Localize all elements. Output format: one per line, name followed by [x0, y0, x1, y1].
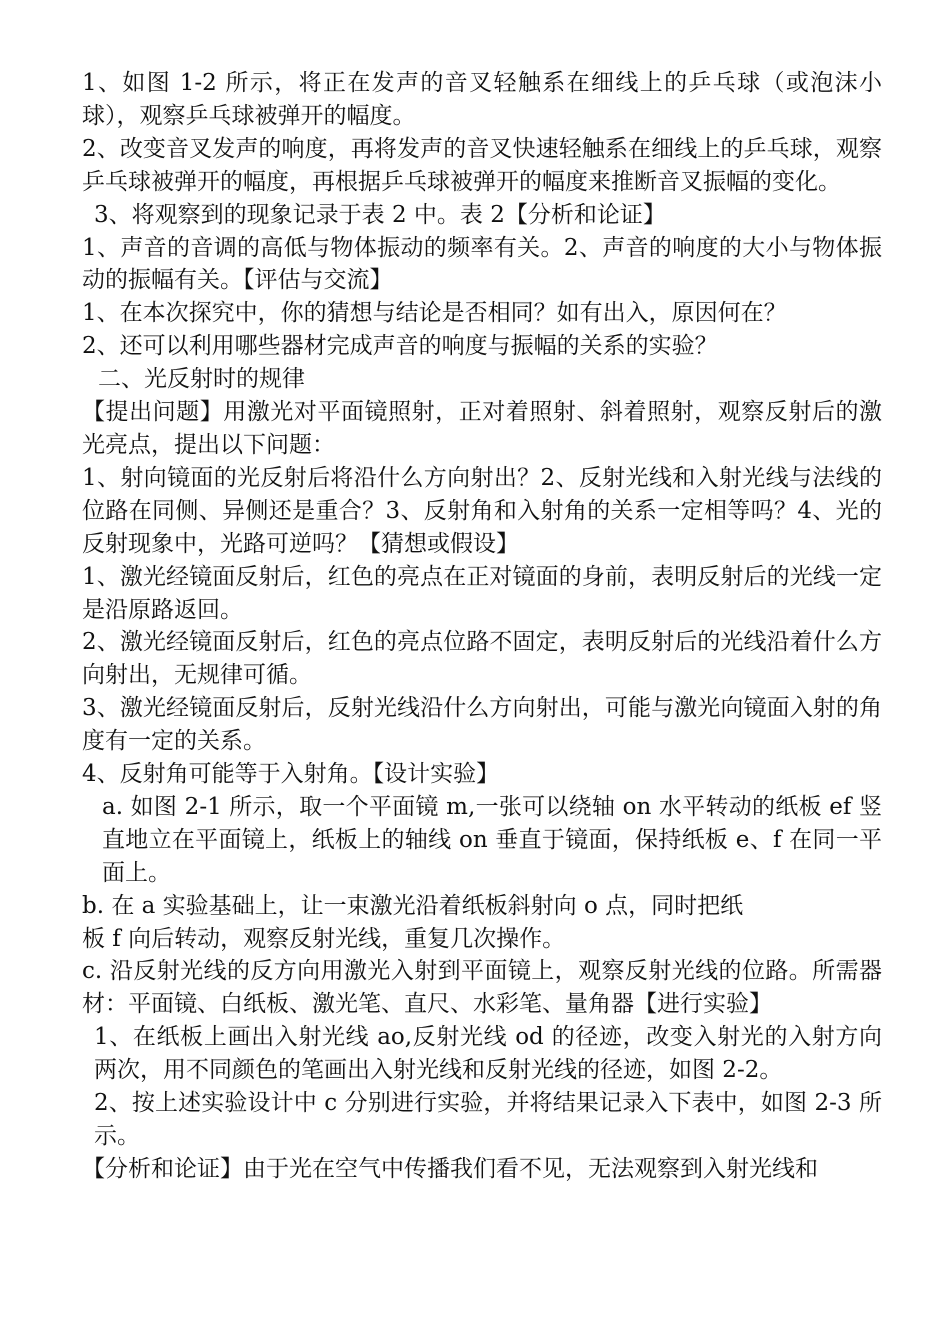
paragraph-design-c: c. 沿反射光线的反方向用激光入射到平面镜上，观察反射光线的位路。所需器材：平面镜、白纸板、激光笔、直尺、水彩笔、量角器【进行实验】	[82, 958, 882, 1018]
paragraph-procedure-1: 1、在纸板上画出入射光线 ao,反射光线 od 的径迹，改变入射光的入射方向两次，用不同颜色的笔画出入射光线和反射光线的径迹，如图 2-2。	[94, 1024, 882, 1084]
paragraph-hypothesis-2: 2、激光经镜面反射后，红色的亮点位路不固定，表明反射后的光线沿着什么方向射出，无规律可循。	[82, 629, 882, 689]
document-page	[82, 67, 882, 1186]
paragraph-procedure-2: 2、按上述实验设计中 c 分别进行实验，并将结果记录入下表中，如图 2-3 所示。	[94, 1090, 882, 1149]
paragraph-raise-question: 【提出问题】用激光对平面镜照射，正对着照射、斜着照射，观察反射后的激光亮点，提出以下问题：	[82, 399, 882, 458]
paragraph-design-a: a. 如图 2-1 所示，取一个平面镜 m,一张可以绕轴 on 水平转动的纸板 ef 竖直地立在平面镜上，纸板上的轴线 on 垂直于镜面，保持纸板 e、f 在同一平面上。	[102, 793, 882, 886]
paragraph-evaluation-1: 1、在本次探究中，你的猜想与结论是否相同？如有出入，原因何在？	[82, 300, 787, 327]
paragraph-design-b-line1: b. 在 a 实验基础上，让一束激光沿着纸板斜射向 o 点，同时把纸	[82, 892, 744, 919]
section-heading-reflection: 二、光反射时的规律	[98, 366, 305, 393]
paragraph-analysis-conclusion: 1、声音的音调的高低与物体振动的频率有关。2、声音的响度的大小与物体振动的振幅有关。【评估与交流】	[82, 234, 882, 294]
paragraph-evaluation-2: 2、还可以利用哪些器材完成声音的响度与振幅的关系的实验？	[82, 333, 718, 360]
paragraph-hypothesis-1: 1、激光经镜面反射后，红色的亮点在正对镜面的身前，表明反射后的光线一定是沿原路返回。	[82, 563, 882, 623]
paragraph-design-b-line2: 板 f 向后转动，观察反射光线，重复几次操作。	[82, 925, 566, 952]
paragraph-step-2-change-loudness: 2、改变音叉发声的响度，再将发声的音叉快速轻触系在细线上的乒乓球，观察乒乓球被弹开的幅度，再根据乒乓球被弹开的幅度来推断音叉振幅的变化。	[82, 135, 882, 195]
paragraph-step-1-touch-ball: 1、如图 1-2 所示，将正在发声的音叉轻触系在细线上的乒乓球（或泡沫小球），观察乒乓球被弹开的幅度。	[82, 70, 882, 129]
paragraph-step-3-record-table: 3、将观察到的现象记录于表 2 中。表 2【分析和论证】	[94, 201, 666, 228]
paragraph-analysis-reflection: 【分析和论证】由于光在空气中传播我们看不见，无法观察到入射光线和	[82, 1155, 818, 1182]
paragraph-hypothesis-3: 3、激光经镜面反射后，反射光线沿什么方向射出，可能与激光向镜面入射的角度有一定的关系。	[82, 695, 882, 755]
paragraph-questions-list: 1、射向镜面的光反射后将沿什么方向射出？2、反射光线和入射光线与法线的位路在同侧、异侧还是重合？3、反射角和入射角的关系一定相等吗？4、光的反射现象中，光路可逆吗？【猜想或假设】	[82, 464, 882, 557]
paragraph-hypothesis-4: 4、反射角可能等于入射角。【设计实验】	[82, 761, 500, 788]
